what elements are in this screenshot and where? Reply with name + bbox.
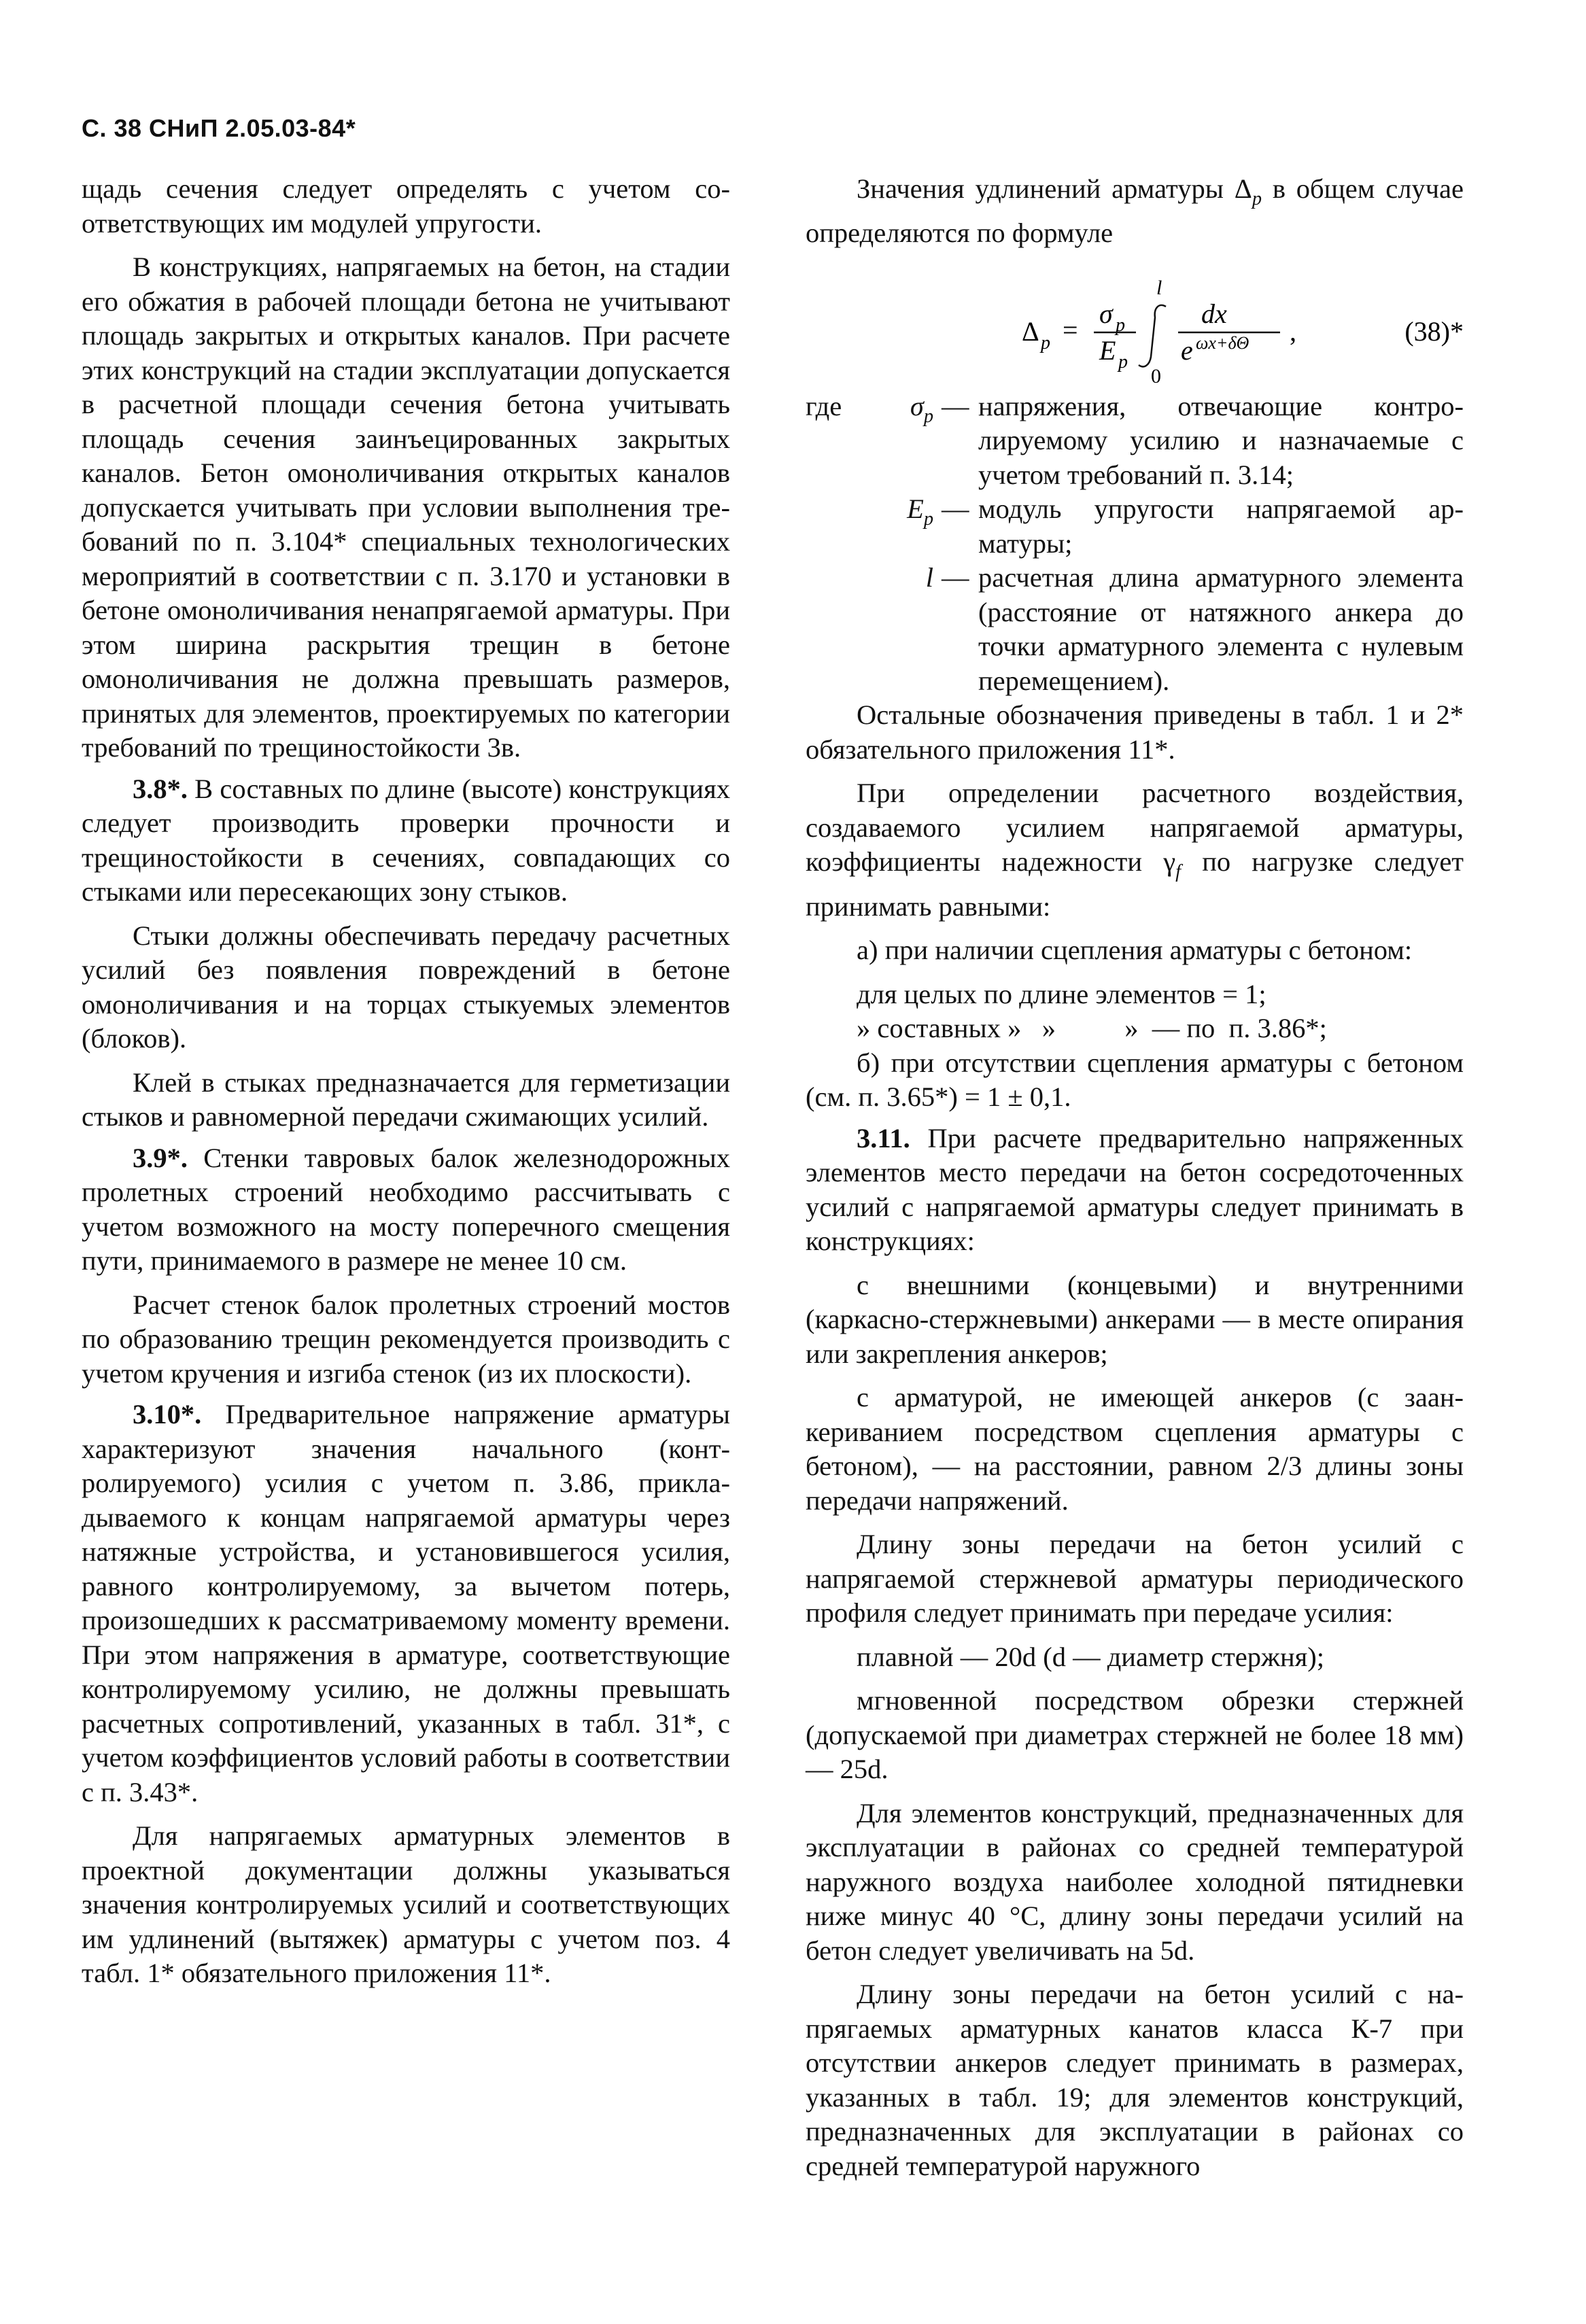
definition-dash: — <box>942 493 969 525</box>
definition-row <box>806 389 1464 493</box>
text-run: в общем случае определяются по формуле <box>806 173 1464 249</box>
formula-intro <box>806 172 1464 251</box>
paragraph <box>806 776 1464 924</box>
definition-text: расчетная длина арматурного элемента (расстояние от натяжного анкера до точки арматурного элемента с нулевым перемещением). <box>978 562 1464 696</box>
formula-E: E <box>1099 334 1116 366</box>
formula-sigma: σ <box>1099 298 1113 329</box>
formula-number: (38)* <box>1404 315 1464 347</box>
subscript: f <box>1175 861 1181 883</box>
integrand-e: e <box>1181 334 1193 366</box>
formula-38 <box>806 255 1464 384</box>
section-number: 3.8*. <box>133 773 188 804</box>
paragraph: Стыки должны обеспечивать передачу расчетных усилий без появления повреждений в бетоне омоноличивания и на торцах стыкуемых элементов (блоков). <box>82 920 730 1054</box>
definition-row <box>806 492 1464 561</box>
definition-text: модуль упругости напрягаемой арматуры; <box>978 493 1464 559</box>
text-run: Значения удлинений арматуры Δ <box>857 173 1252 204</box>
page-header: С. 38 СНиП 2.05.03-84* <box>82 114 356 142</box>
definition-symbol: $\sigma_p$ <box>910 390 933 427</box>
formula-lhs: Δ <box>1022 315 1039 347</box>
list-item: б) при отсутствии сцепления арматуры с бетоном (см. п. 3.65*) = 1 ± 0,1. <box>806 1047 1464 1113</box>
formula-E-sub: p <box>1118 351 1128 372</box>
paragraph: Остальные обозначения приведены в табл. 1 и 2* обязательного приложения 11*. <box>806 699 1464 765</box>
definition-dash: — <box>942 390 969 421</box>
paragraph: Расчет стенок балок пролетных строений мостов по образованию трещин рекомендуется производить с учетом кручения и изгиба стенок (из их плоскости). <box>82 1289 730 1389</box>
section-text: Стенки тавровых балок железнодорожных пролетных строений необходимо рассчитывать с учетом возможного на мосту поперечного смещения пути, принимаемого в размере не менее 10 см. <box>82 1142 730 1276</box>
section-3-10 <box>82 1398 730 1809</box>
section-text: В составных по длине (высоте) конструкциях следует производить проверки прочности и трещиностойкости в сечениях, совпадающих со стыками или пересекающих зону стыков. <box>82 773 730 907</box>
section-3-11 <box>806 1122 1464 1259</box>
text-run: При определении расчетного воздействия, создаваемого усилием напрягаемой арматуры, коэффициенты надежности γ <box>806 778 1464 878</box>
right-column <box>806 172 1464 2183</box>
list-item: а) при наличии сцепления арматуры с бетоном: <box>857 935 1413 966</box>
formula-comma: , <box>1290 315 1296 347</box>
paragraph: Длину зоны передачи на бетон усилий с напрягаемой стержневой арматуры периодического профиля следует принимать при передаче усилия: <box>806 1529 1464 1629</box>
section-number: 3.9*. <box>133 1142 188 1173</box>
section-text: При расчете предварительно напряженных элементов место передачи на бетон сосредоточенных усилий с напрягаемой арматуры следует принимать в конструкциях: <box>806 1122 1464 1257</box>
left-column <box>82 172 730 1991</box>
paragraph: Для напрягаемых арматурных элементов в проектной документации должны указываться значения контролируемых усилий и соответствующих им удлинений (вытяжек) арматуры с учетом поз. 4 табл. 1* обязательного приложения 11*. <box>82 1820 730 1988</box>
paragraph: Длину зоны передачи на бетон усилий с напрягаемых арматурных канатов класса К-7 при отсутствии анкеров следует принимать в размерах, указанных в табл. 19; для элементов конструкций, предназначенных для эксплуатации в районах со средней температурой наружного <box>806 1979 1464 2181</box>
integral-upper: l <box>1156 276 1162 299</box>
section-3-8 <box>82 772 730 909</box>
subscript: p <box>1252 188 1262 209</box>
text-run: по нагрузке следует принимать равными: <box>806 846 1464 922</box>
definition-symbol: l <box>925 562 933 593</box>
integral-sign <box>1139 305 1166 366</box>
paragraph: щадь сечения следует определять с учетом соответствующих им модулей упругости. <box>82 173 730 239</box>
section-number: 3.10*. <box>133 1399 202 1429</box>
formula-graphic <box>806 255 1464 384</box>
definition-symbol: $E_p$ <box>907 493 933 530</box>
paragraph: с арматурой, не имеющей анкеров (с заанкериванием посредством сцепления арматуры с бетоном), — на расстоянии, равном 2/3 длины зоны передачи напряжений. <box>806 1382 1464 1516</box>
integrand-dx: dx <box>1201 298 1227 329</box>
paragraph: Для элементов конструкций, предназначенных для эксплуатации в районах со средней температурой наружного воздуха наиболее холодной пятидневки ниже минус 40 °С, длину зоны передачи усилий на бетон следует увеличивать на 5d. <box>806 1797 1464 1966</box>
paragraph: В конструкциях, напрягаемых на бетон, на стадии его обжатия в рабочей площади бетона не учитывают площадь закрытых и открытых каналов. При расчете этих конструкций на стадии эксплуатации допускается в расчетной площади сечения бетона учитывать площадь сечения заинъецированных закрытых каналов. Бетон омоноличивания открытых каналов допускается учитывать при условии выполнения требований по п. 3.104* специальных технологических мероприятий в соответствии с п. 3.170 и установки в бетоне омоноличивания ненапрягаемой арматуры. При этом ширина раскрытия трещин в бетоне омоноличивания не должна превышать размеров, принятых для элементов, проектируемых по категории требований по трещиностойкости 3в. <box>82 252 730 763</box>
paragraph: мгновенной посредством обрезки стержней (допускаемой при диаметрах стержней не более 18 мм) — 25d. <box>806 1685 1464 1785</box>
definition-dash: — <box>942 562 969 593</box>
list-item: для целых по длине элементов = 1; <box>857 978 1266 1009</box>
definition-row <box>806 561 1464 698</box>
formula-sigma-sub: p <box>1116 314 1125 336</box>
paragraph: плавной — 20d (d — диаметр стержня); <box>857 1641 1325 1672</box>
definition-lead: где <box>806 390 842 421</box>
paragraph: с внешними (концевыми) и внутренними (каркасно-стержневыми) анкерами — в месте опирания или закрепления анкеров; <box>806 1269 1464 1369</box>
definition-text: напряжения, отвечающие контролируемому усилию и назначаемые с учетом требований п. 3.14; <box>978 390 1464 490</box>
integrand-exp: ωx+δΘ <box>1196 332 1249 353</box>
section-text: Предварительное напряжение арматуры характеризуют значения начального (контролируемого) усилия с учетом п. 3.86, прикладываемого к концам напрягаемой арматуры через натяжные устройства, и установившегося усилия, равного контролируемому, за вычетом потерь, произошедших к рассматриваемому моменту времени. При этом напряжения в арматуре, соответствующие контролируемому усилию, не должны превышать расчетных сопротивлений, указанных в табл. 31*, с учетом коэффициентов условий работы в соответствии с п. 3.43*. <box>82 1399 730 1807</box>
definitions-list <box>806 389 1464 699</box>
section-3-9 <box>82 1141 730 1279</box>
section-number: 3.11. <box>857 1122 910 1154</box>
formula-equals: = <box>1063 314 1078 345</box>
list-item: » составных » » » — по п. 3.86*; <box>857 1013 1327 1044</box>
integral-lower: 0 <box>1151 364 1161 384</box>
paragraph: Клей в стыках предназначается для герметизации стыков и равномерной передачи сжимающих усилий. <box>82 1066 730 1132</box>
formula-lhs-sub: p <box>1041 332 1050 353</box>
